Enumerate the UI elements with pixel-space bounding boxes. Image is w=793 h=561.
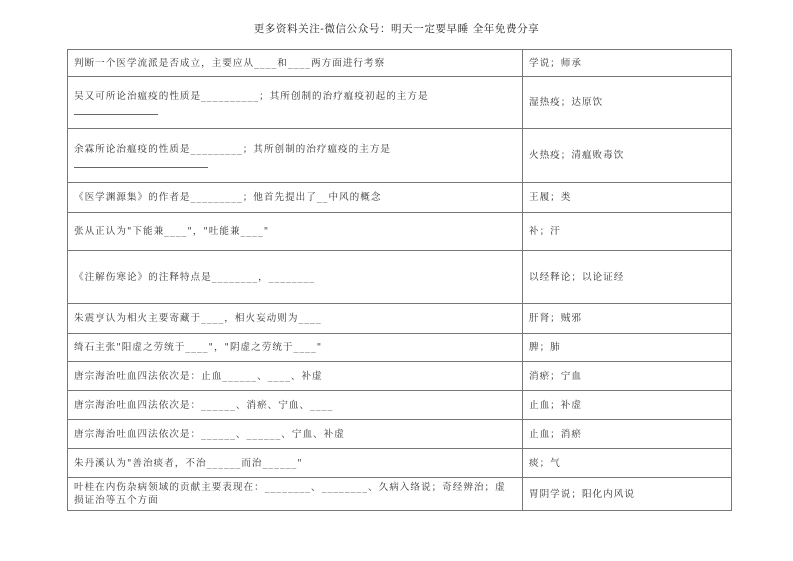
question-cell bbox=[68, 334, 523, 362]
answer-text: 王履；类 bbox=[529, 192, 572, 203]
answer-text: 学说；师承 bbox=[529, 57, 582, 69]
question-text: 唐宗海治吐血四法依次是：______、消瘀、宁血、____ bbox=[74, 399, 334, 411]
qa-table-body bbox=[68, 50, 732, 511]
answer-text: 止血；消瘀 bbox=[529, 428, 582, 440]
answer-cell bbox=[523, 478, 732, 511]
table-row bbox=[68, 449, 732, 478]
question-cell bbox=[68, 129, 523, 183]
answer-blank-line bbox=[74, 114, 158, 115]
answer-text: 补；汗 bbox=[529, 226, 561, 237]
question-cell bbox=[68, 77, 523, 129]
answer-blank-line bbox=[74, 167, 208, 168]
question-text: 唐宗海治吐血四法依次是：______、______、宁血、补虚 bbox=[74, 428, 345, 440]
answer-cell bbox=[523, 183, 732, 213]
question-text: 朱丹溪认为"善治痰者，不治______而治______" bbox=[74, 457, 303, 469]
answer-text: 肝肾；贼邪 bbox=[529, 313, 582, 324]
answer-text: 消瘀；宁血 bbox=[529, 370, 582, 382]
qa-table bbox=[67, 49, 732, 511]
question-text: 《注解伤寒论》的注释特点是________，________ bbox=[74, 271, 316, 283]
question-text: 《医学渊源集》的作者是_________；他首先提出了__中风的概念 bbox=[74, 192, 382, 203]
question-text: 余霖所论治瘟疫的性质是_________；其所创制的治疗瘟疫的主方是 bbox=[74, 144, 392, 155]
question-cell bbox=[68, 362, 523, 391]
table-row bbox=[68, 50, 732, 77]
answer-text: 脾；肺 bbox=[529, 342, 561, 353]
table-row bbox=[68, 77, 732, 129]
table-row bbox=[68, 391, 732, 420]
question-cell bbox=[68, 183, 523, 213]
answer-cell bbox=[523, 449, 732, 478]
table-row bbox=[68, 129, 732, 183]
question-cell bbox=[68, 420, 523, 449]
question-cell bbox=[68, 304, 523, 334]
question-cell bbox=[68, 213, 523, 251]
answer-cell bbox=[523, 334, 732, 362]
question-cell bbox=[68, 251, 523, 304]
question-cell bbox=[68, 478, 523, 511]
table-row bbox=[68, 362, 732, 391]
answer-cell bbox=[523, 77, 732, 129]
answer-cell bbox=[523, 129, 732, 183]
question-cell bbox=[68, 449, 523, 478]
table-row bbox=[68, 478, 732, 511]
table-row bbox=[68, 334, 732, 362]
answer-text: 痰；气 bbox=[529, 457, 561, 469]
question-text: 朱震亨认为相火主要寄藏于____，相火妄动则为____ bbox=[74, 313, 322, 324]
answer-text: 胃阴学说；阳化内风说 bbox=[529, 488, 635, 500]
table-row bbox=[68, 304, 732, 334]
question-cell bbox=[68, 391, 523, 420]
question-text: 吴又可所论治瘟疫的性质是__________；其所创制的治疗瘟疫初起的主方是 bbox=[74, 91, 429, 102]
question-text: 唐宗海治吐血四法依次是：止血______、____、补虚 bbox=[74, 370, 323, 382]
table-row bbox=[68, 183, 732, 213]
answer-text: 以经释论；以论证经 bbox=[529, 271, 625, 283]
question-cell bbox=[68, 50, 523, 77]
table-row bbox=[68, 251, 732, 304]
table-row bbox=[68, 420, 732, 449]
table-row bbox=[68, 213, 732, 251]
answer-cell bbox=[523, 362, 732, 391]
answer-text: 止血；补虚 bbox=[529, 399, 582, 411]
answer-cell bbox=[523, 304, 732, 334]
answer-text: 湿热疫；达原饮 bbox=[529, 97, 604, 108]
answer-text: 火热疫；清瘟败毒饮 bbox=[529, 150, 625, 161]
page-header: 更多资料关注-微信公众号：明天一定要早睡 全年免费分享 bbox=[253, 23, 540, 35]
answer-cell bbox=[523, 251, 732, 304]
question-text: 叶桂在内伤杂病领域的贡献主要表现在：________、________、久病入络说；奇经辨治；虚损证治等五个方面 bbox=[74, 482, 506, 506]
answer-cell bbox=[523, 420, 732, 449]
answer-cell bbox=[523, 213, 732, 251]
question-text: 张从正认为"下能兼____"，"吐能兼____" bbox=[74, 226, 270, 237]
answer-cell bbox=[523, 50, 732, 77]
question-text: 绮石主张"阳虚之劳统于____"，"阴虚之劳统于____" bbox=[74, 342, 323, 353]
answer-cell bbox=[523, 391, 732, 420]
question-text: 判断一个医学流派是否成立，主要应从____和____两方面进行考察 bbox=[74, 57, 386, 69]
